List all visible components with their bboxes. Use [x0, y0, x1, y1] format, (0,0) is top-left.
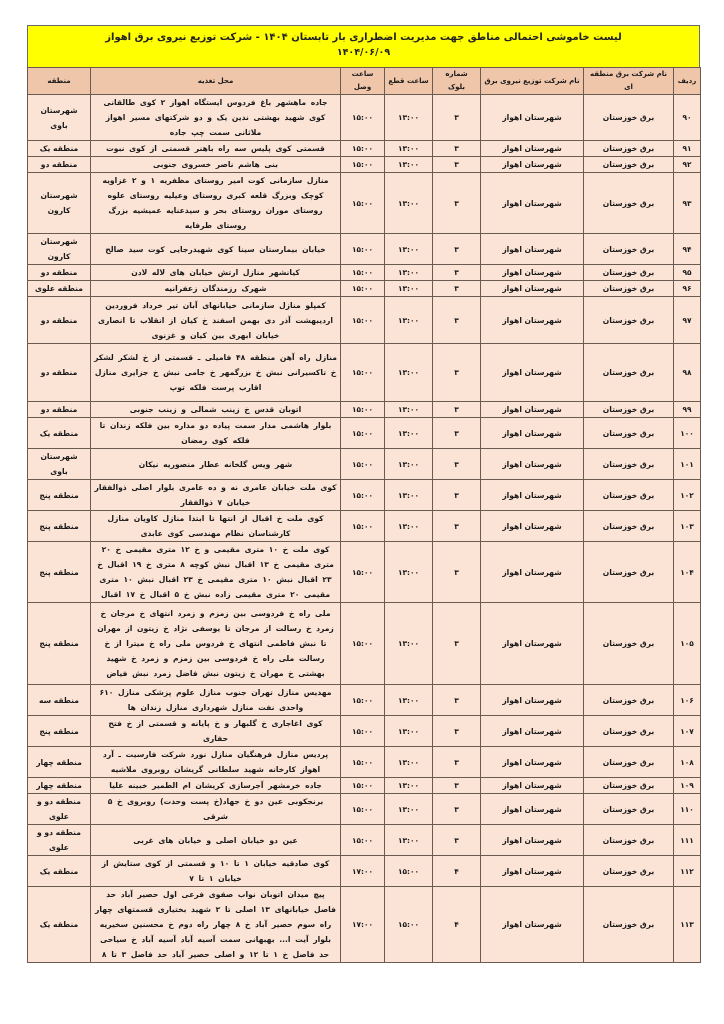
cell-connect-time: ۱۵:۰۰	[341, 297, 385, 344]
cell-area: منطقه علوی	[28, 281, 91, 297]
cell-feed-location: کمپلو منازل سازمانی خیابانهای آبان تیر خرداد فروردین اردیبهشت آذر دی بهمن اسفند خ کیان از انقلاب تا انصاری خیابان ابهری بین کیان و غزنوی	[91, 297, 341, 344]
cell-row-number: ۱۱۱	[674, 825, 701, 856]
table-row	[28, 778, 701, 794]
cell-area: منطقه دو	[28, 157, 91, 173]
cell-distribution-company: شهرستان اهواز	[481, 603, 584, 685]
cell-cut-time: ۱۳:۰۰	[385, 511, 433, 542]
table-row	[28, 887, 701, 963]
cell-connect-time: ۱۵:۰۰	[341, 685, 385, 716]
cell-area: منطقه دو	[28, 344, 91, 402]
col-header-feed-location: محل تغذیه	[91, 68, 341, 95]
cell-block-number: ۳	[433, 794, 481, 825]
cell-feed-location: خیابان بیمارستان سینا کوی شهیدرجایی کوت سید صالح	[91, 234, 341, 265]
cell-regional-company: برق خوزستان	[584, 887, 674, 963]
table-header-row	[28, 68, 701, 95]
cell-connect-time: ۱۵:۰۰	[341, 449, 385, 480]
cell-row-number: ۹۶	[674, 281, 701, 297]
table-row	[28, 794, 701, 825]
cell-block-number: ۳	[433, 281, 481, 297]
cell-regional-company: برق خوزستان	[584, 778, 674, 794]
table-row	[28, 542, 701, 603]
document-title: لیست خاموشی احتمالی مناطق جهت مدیریت اضطراری بار تابستان ۱۴۰۴ - شرکت توزیع نیروی برق اهواز	[105, 32, 622, 43]
cell-distribution-company: شهرستان اهواز	[481, 480, 584, 511]
cell-feed-location: بنی هاشم ناصر خسروی جنوبی	[91, 157, 341, 173]
cell-cut-time: ۱۳:۰۰	[385, 542, 433, 603]
cell-area: منطقه پنج	[28, 603, 91, 685]
col-header-block-number: شماره بلوک	[433, 68, 481, 95]
cell-distribution-company: شهرستان اهواز	[481, 95, 584, 141]
cell-row-number: ۱۰۴	[674, 542, 701, 603]
cell-connect-time: ۱۵:۰۰	[341, 603, 385, 685]
cell-regional-company: برق خوزستان	[584, 234, 674, 265]
cell-area: منطقه یک	[28, 141, 91, 157]
cell-feed-location: منازل راه آهن منطقه ۴۸ فامیلی ـ قسمتی از خ لشکر لشکر خ تاکسیرانی نبش خ بزرگمهر خ جامی نبش خ جزایری منازل اقارب پرست فلکه توپ	[91, 344, 341, 402]
cell-distribution-company: شهرستان اهواز	[481, 265, 584, 281]
cell-block-number: ۴	[433, 887, 481, 963]
cell-block-number: ۳	[433, 716, 481, 747]
table-row	[28, 825, 701, 856]
table-row	[28, 449, 701, 480]
cell-distribution-company: شهرستان اهواز	[481, 778, 584, 794]
cell-cut-time: ۱۳:۰۰	[385, 480, 433, 511]
cell-cut-time: ۱۵:۰۰	[385, 887, 433, 963]
cell-cut-time: ۱۳:۰۰	[385, 418, 433, 449]
cell-block-number: ۳	[433, 778, 481, 794]
cell-feed-location: پیچ میدان اتوبان نواب صفوی فرعی اول حصیر آباد حد فاصل خیابانهای ۱۳ اصلی تا ۲ شهید بختیاری قسمتهای چهار راه سوم حصیر آباد خ ۸ چهار راه دوم خ محسنین سخیریه بلوار آیت ا... بهبهانی سمت آسیه آباد آسیه آباد خ سیاحی حد فاصل خ ۱ تا ۱۲ و اصلی حصیر آباد حد فاصل ۳ تا ۸	[91, 887, 341, 963]
cell-area: منطقه دو و علوی	[28, 794, 91, 825]
cell-regional-company: برق خوزستان	[584, 716, 674, 747]
cell-distribution-company: شهرستان اهواز	[481, 344, 584, 402]
cell-area: منطقه پنج	[28, 511, 91, 542]
table-row	[28, 344, 701, 402]
cell-row-number: ۱۰۶	[674, 685, 701, 716]
cell-connect-time: ۱۵:۰۰	[341, 542, 385, 603]
cell-connect-time: ۱۵:۰۰	[341, 418, 385, 449]
table-row	[28, 402, 701, 418]
cell-block-number: ۳	[433, 747, 481, 778]
cell-cut-time: ۱۳:۰۰	[385, 297, 433, 344]
cell-block-number: ۳	[433, 418, 481, 449]
cell-block-number: ۳	[433, 173, 481, 234]
cell-feed-location: عین دو خیابان اصلی و خیابان های غربی	[91, 825, 341, 856]
cell-block-number: ۳	[433, 297, 481, 344]
cell-cut-time: ۱۳:۰۰	[385, 157, 433, 173]
cell-regional-company: برق خوزستان	[584, 449, 674, 480]
table-row	[28, 95, 701, 141]
cell-row-number: ۱۰۵	[674, 603, 701, 685]
cell-feed-location: کوی ملت خ اقبال از انتها تا ابتدا منازل کاویان منازل کارشناسان نظام مهندسی کوی عابدی	[91, 511, 341, 542]
cell-row-number: ۹۳	[674, 173, 701, 234]
outage-table	[27, 67, 701, 963]
cell-area: منطقه دو	[28, 297, 91, 344]
cell-regional-company: برق خوزستان	[584, 281, 674, 297]
cell-cut-time: ۱۳:۰۰	[385, 716, 433, 747]
table-row	[28, 480, 701, 511]
table-row	[28, 603, 701, 685]
cell-area: منطقه یک	[28, 856, 91, 887]
cell-connect-time: ۱۵:۰۰	[341, 511, 385, 542]
cell-cut-time: ۱۳:۰۰	[385, 402, 433, 418]
cell-regional-company: برق خوزستان	[584, 418, 674, 449]
cell-distribution-company: شهرستان اهواز	[481, 856, 584, 887]
cell-distribution-company: شهرستان اهواز	[481, 234, 584, 265]
cell-block-number: ۳	[433, 825, 481, 856]
cell-feed-location: جاده خرمشهر آجرسازی کریشان ام الطمیر خبینه علیا	[91, 778, 341, 794]
cell-area: منطقه سه	[28, 685, 91, 716]
cell-regional-company: برق خوزستان	[584, 794, 674, 825]
cell-row-number: ۱۰۷	[674, 716, 701, 747]
cell-connect-time: ۱۵:۰۰	[341, 716, 385, 747]
cell-row-number: ۱۱۲	[674, 856, 701, 887]
cell-distribution-company: شهرستان اهواز	[481, 716, 584, 747]
cell-row-number: ۱۰۹	[674, 778, 701, 794]
cell-area: شهرستان کارون	[28, 173, 91, 234]
cell-regional-company: برق خوزستان	[584, 297, 674, 344]
cell-cut-time: ۱۳:۰۰	[385, 449, 433, 480]
cell-connect-time: ۱۵:۰۰	[341, 344, 385, 402]
cell-row-number: ۱۰۸	[674, 747, 701, 778]
cell-cut-time: ۱۵:۰۰	[385, 856, 433, 887]
cell-block-number: ۳	[433, 95, 481, 141]
cell-cut-time: ۱۳:۰۰	[385, 603, 433, 685]
cell-regional-company: برق خوزستان	[584, 173, 674, 234]
cell-area: منطقه پنج	[28, 542, 91, 603]
cell-regional-company: برق خوزستان	[584, 344, 674, 402]
table-row	[28, 856, 701, 887]
cell-row-number: ۹۵	[674, 265, 701, 281]
cell-block-number: ۳	[433, 234, 481, 265]
cell-block-number: ۳	[433, 480, 481, 511]
col-header-area: منطقه	[28, 68, 91, 95]
cell-block-number: ۳	[433, 344, 481, 402]
cell-area: منطقه پنج	[28, 480, 91, 511]
cell-connect-time: ۱۵:۰۰	[341, 95, 385, 141]
cell-block-number: ۳	[433, 542, 481, 603]
cell-row-number: ۱۱۳	[674, 887, 701, 963]
cell-area: منطقه دو	[28, 265, 91, 281]
table-row	[28, 418, 701, 449]
cell-area: شهرستان کارون	[28, 234, 91, 265]
cell-row-number: ۹۱	[674, 141, 701, 157]
cell-distribution-company: شهرستان اهواز	[481, 297, 584, 344]
cell-connect-time: ۱۵:۰۰	[341, 173, 385, 234]
cell-feed-location: منازل سازمانی کوت امیر روستای مظفریه ۱ و ۲ غزاویه کوچک وبزرگ قلعه کبری روستای وعیلیه روستای علوه روستای موران روستای بحر و سیدعنایه عمیشیه بزرگ روستای طرفایه	[91, 173, 341, 234]
cell-regional-company: برق خوزستان	[584, 542, 674, 603]
cell-area: منطقه چهار	[28, 778, 91, 794]
cell-row-number: ۹۷	[674, 297, 701, 344]
table-row	[28, 281, 701, 297]
cell-row-number: ۱۰۲	[674, 480, 701, 511]
cell-row-number: ۹۲	[674, 157, 701, 173]
col-header-connect-time: ساعت وصل	[341, 68, 385, 95]
cell-feed-location: مهدیس منازل تهران جنوب منازل علوم پزشکی منازل ۶۱۰ واحدی نفت منازل شهرداری منازل زندان ها	[91, 685, 341, 716]
cell-distribution-company: شهرستان اهواز	[481, 418, 584, 449]
cell-regional-company: برق خوزستان	[584, 95, 674, 141]
cell-cut-time: ۱۳:۰۰	[385, 794, 433, 825]
document-header	[27, 25, 700, 67]
cell-distribution-company: شهرستان اهواز	[481, 173, 584, 234]
cell-cut-time: ۱۳:۰۰	[385, 825, 433, 856]
table-row	[28, 234, 701, 265]
cell-row-number: ۹۰	[674, 95, 701, 141]
cell-distribution-company: شهرستان اهواز	[481, 157, 584, 173]
cell-regional-company: برق خوزستان	[584, 747, 674, 778]
col-header-row-number: ردیف	[674, 68, 701, 95]
cell-area: منطقه یک	[28, 418, 91, 449]
cell-connect-time: ۱۵:۰۰	[341, 281, 385, 297]
cell-row-number: ۹۹	[674, 402, 701, 418]
table-row	[28, 265, 701, 281]
cell-connect-time: ۱۵:۰۰	[341, 141, 385, 157]
table-row	[28, 173, 701, 234]
cell-distribution-company: شهرستان اهواز	[481, 825, 584, 856]
cell-connect-time: ۱۷:۰۰	[341, 887, 385, 963]
cell-regional-company: برق خوزستان	[584, 856, 674, 887]
document-date: ۱۴۰۴/۰۶/۰۹	[336, 47, 391, 58]
cell-feed-location: ملی راه خ فردوسی بین زمزم و زمرد انتهای خ مرجان خ زمرد خ رسالت از مرجان تا یوسفی نژاد خ زیتون از مهران تا نبش فاطمی انتهای خ فردوس ملی راه خ میترا از خ رسالت ملی راه خ فردوسی بین زمزم و زمرد خ شهید بهشتی خ مهران خ زیتون نبش فاضل زمرد نبش فیاض	[91, 603, 341, 685]
cell-cut-time: ۱۳:۰۰	[385, 95, 433, 141]
cell-regional-company: برق خوزستان	[584, 402, 674, 418]
cell-distribution-company: شهرستان اهواز	[481, 887, 584, 963]
cell-feed-location: قسمتی کوی پلیس سه راه باهنر قسمتی از کوی نبوت	[91, 141, 341, 157]
cell-feed-location: کوی ملت خیابان عامری نه و ده عامری بلوار اصلی ذوالفقار خیابان ۷ ذوالفقار	[91, 480, 341, 511]
cell-connect-time: ۱۵:۰۰	[341, 402, 385, 418]
cell-cut-time: ۱۳:۰۰	[385, 265, 433, 281]
cell-distribution-company: شهرستان اهواز	[481, 141, 584, 157]
cell-area: منطقه یک	[28, 887, 91, 963]
cell-cut-time: ۱۳:۰۰	[385, 281, 433, 297]
cell-regional-company: برق خوزستان	[584, 603, 674, 685]
table-row	[28, 685, 701, 716]
cell-regional-company: برق خوزستان	[584, 685, 674, 716]
table-row	[28, 716, 701, 747]
cell-block-number: ۳	[433, 511, 481, 542]
cell-cut-time: ۱۳:۰۰	[385, 344, 433, 402]
cell-block-number: ۳	[433, 449, 481, 480]
table-row	[28, 141, 701, 157]
cell-cut-time: ۱۳:۰۰	[385, 747, 433, 778]
cell-regional-company: برق خوزستان	[584, 480, 674, 511]
outage-document	[27, 25, 700, 963]
cell-row-number: ۱۰۳	[674, 511, 701, 542]
cell-area: شهرستان باوی	[28, 95, 91, 141]
cell-connect-time: ۱۷:۰۰	[341, 856, 385, 887]
cell-block-number: ۳	[433, 141, 481, 157]
col-header-distribution-company: نام شرکت توزیع نیروی برق	[481, 68, 584, 95]
cell-block-number: ۳	[433, 265, 481, 281]
cell-regional-company: برق خوزستان	[584, 265, 674, 281]
table-body	[28, 95, 701, 963]
cell-distribution-company: شهرستان اهواز	[481, 685, 584, 716]
cell-connect-time: ۱۵:۰۰	[341, 234, 385, 265]
cell-connect-time: ۱۵:۰۰	[341, 157, 385, 173]
cell-feed-location: کوی ملت خ ۱۰ متری مقیمی و خ ۱۲ متری مقیمی خ ۲۰ متری مقیمی خ ۱۳ اقبال نبش کوچه ۸ متری خ ۱۹ اقبال خ ۲۳ اقبال نبش ۱۰ متری مقیمی خ ۲۳ اقبال نبش ۱۰ متری مقیمی ۲۰ متری مقیمی زاده نبش خ ۵ اقبال خ ۱۷ اقبال	[91, 542, 341, 603]
table-row	[28, 157, 701, 173]
table-row	[28, 747, 701, 778]
cell-area: منطقه پنج	[28, 716, 91, 747]
col-header-regional-company: نام شرکت برق منطقه ای	[584, 68, 674, 95]
cell-block-number: ۳	[433, 157, 481, 173]
cell-regional-company: برق خوزستان	[584, 141, 674, 157]
cell-block-number: ۳	[433, 402, 481, 418]
cell-connect-time: ۱۵:۰۰	[341, 747, 385, 778]
cell-row-number: ۱۰۰	[674, 418, 701, 449]
cell-area: شهرستان باوی	[28, 449, 91, 480]
cell-cut-time: ۱۳:۰۰	[385, 234, 433, 265]
cell-feed-location: شهر ویس گلخانه عطار منصوریه نیکان	[91, 449, 341, 480]
cell-distribution-company: شهرستان اهواز	[481, 794, 584, 825]
cell-feed-location: کوی اغاجاری خ گلبهار و خ پایانه و قسمتی از خ فتح حفاری	[91, 716, 341, 747]
cell-connect-time: ۱۵:۰۰	[341, 480, 385, 511]
cell-block-number: ۴	[433, 856, 481, 887]
cell-connect-time: ۱۵:۰۰	[341, 778, 385, 794]
cell-distribution-company: شهرستان اهواز	[481, 449, 584, 480]
cell-row-number: ۱۱۰	[674, 794, 701, 825]
col-header-cut-time: ساعت قطع	[385, 68, 433, 95]
cell-block-number: ۳	[433, 685, 481, 716]
cell-row-number: ۱۰۱	[674, 449, 701, 480]
cell-regional-company: برق خوزستان	[584, 825, 674, 856]
cell-feed-location: جاده ماهشهر باغ فردوس ایستگاه اهواز ۲ کوی طالقانی کوی شهید بهشتی ندین یک و دو شرکتهای مسیر اهواز ملاثانی سمت چپ جاده	[91, 95, 341, 141]
cell-connect-time: ۱۵:۰۰	[341, 825, 385, 856]
cell-block-number: ۳	[433, 603, 481, 685]
cell-feed-location: پردیس منازل فرهنگیان منازل نورد شرکت فارسیت ـ آرد اهواز کارخانه شهید سلطانی گریشان روبروی ملاشیه	[91, 747, 341, 778]
cell-area: منطقه دو	[28, 402, 91, 418]
cell-cut-time: ۱۳:۰۰	[385, 141, 433, 157]
cell-distribution-company: شهرستان اهواز	[481, 281, 584, 297]
table-row	[28, 511, 701, 542]
cell-distribution-company: شهرستان اهواز	[481, 542, 584, 603]
cell-connect-time: ۱۵:۰۰	[341, 794, 385, 825]
cell-cut-time: ۱۳:۰۰	[385, 173, 433, 234]
cell-feed-location: کیانشهر منازل ارتش خیابان های لاله لادن	[91, 265, 341, 281]
cell-cut-time: ۱۳:۰۰	[385, 778, 433, 794]
cell-feed-location: کوی صادقیه خیابان ۱ تا ۱۰ و قسمتی از کوی ستایش از خیابان ۱ تا ۷	[91, 856, 341, 887]
cell-regional-company: برق خوزستان	[584, 511, 674, 542]
cell-area: منطقه دو و علوی	[28, 825, 91, 856]
cell-distribution-company: شهرستان اهواز	[481, 511, 584, 542]
cell-distribution-company: شهرستان اهواز	[481, 747, 584, 778]
cell-cut-time: ۱۳:۰۰	[385, 685, 433, 716]
cell-regional-company: برق خوزستان	[584, 157, 674, 173]
cell-feed-location: برنجکوبی عین دو خ جهاد(خ پست وحدت) روبروی خ ۵ شرقی	[91, 794, 341, 825]
cell-connect-time: ۱۵:۰۰	[341, 265, 385, 281]
cell-distribution-company: شهرستان اهواز	[481, 402, 584, 418]
cell-feed-location: اتوبان قدس خ زینب شمالی و زینب جنوبی	[91, 402, 341, 418]
cell-feed-location: شهرک رزمندگان زعفرانیه	[91, 281, 341, 297]
cell-row-number: ۹۸	[674, 344, 701, 402]
cell-feed-location: بلوار هاشمی مدار سمت پیاده دو مداره بین فلکه زندان تا فلکه کوی رمضان	[91, 418, 341, 449]
table-row	[28, 297, 701, 344]
cell-row-number: ۹۴	[674, 234, 701, 265]
cell-area: منطقه چهار	[28, 747, 91, 778]
